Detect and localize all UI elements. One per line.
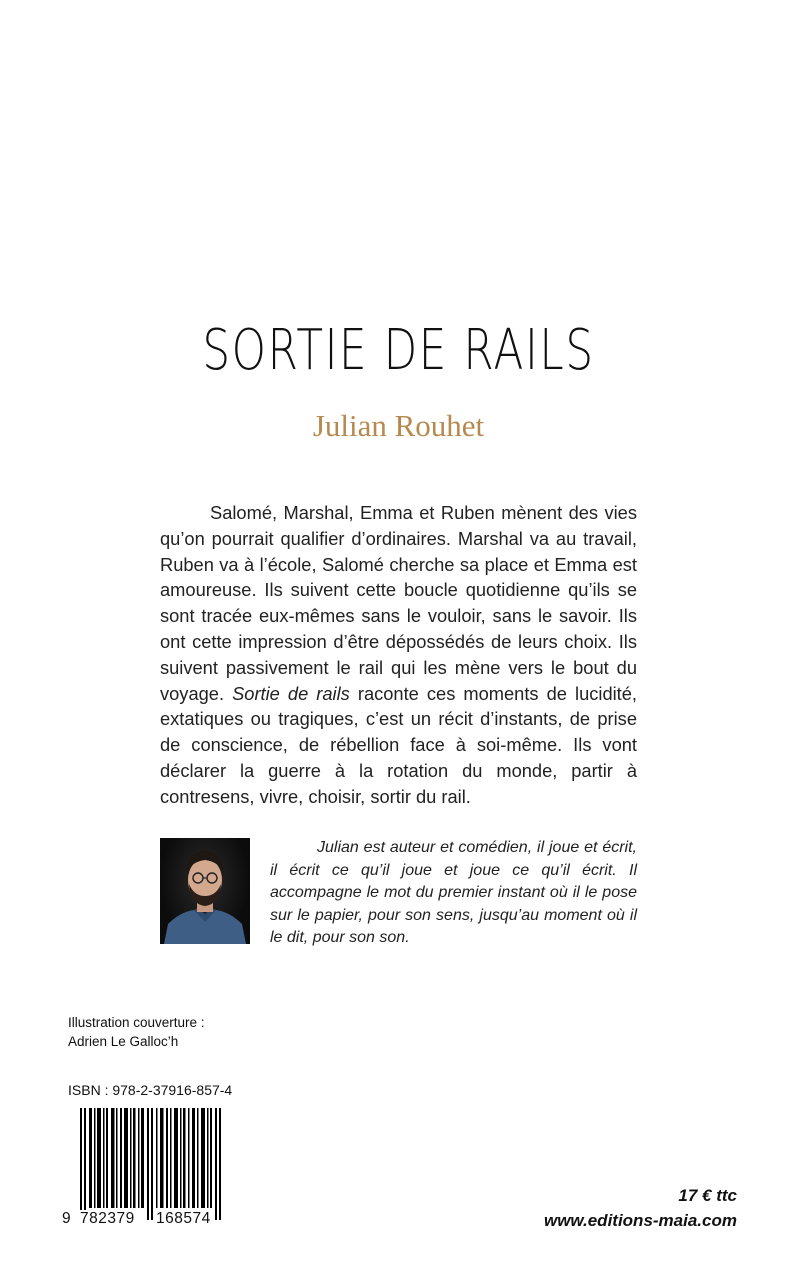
illustration-credit-name: Adrien Le Galloc’h — [68, 1034, 179, 1049]
publisher-website: www.editions-maia.com — [543, 1211, 737, 1230]
book-author: Julian Rouhet — [312, 408, 485, 443]
summary-title-italic: Sortie de rails — [232, 682, 350, 704]
barcode-first-digit: 9 — [62, 1210, 72, 1227]
summary-text-1: Salomé, Marshal, Emma et Ruben mènent des vies qu’on pourrait qualifier d’ordinaires. Marshal va au travail, Ruben va à l’école, Salomé cherche sa place et Emma est amoureuse. Ils suivent cette boucle quotidienne qu’ils se sont tracée eux-mêmes sans le vouloir, sans le savoir. Ils ont cette impression d’être dépossédés de leurs choix. Ils suivent passivement le rail qui les mène vers le bout du voyage. — [160, 502, 637, 704]
author-photo — [160, 838, 250, 944]
author-bio-text: Julian est auteur et comédien, il joue et écrit, il écrit ce qu’il joue et joue ce qu’il écrit. Il accompagne le mot du premier instant où il le pose sur le papier, pour son sens, jusqu’au moment où il le dit, pour son son. — [270, 839, 637, 947]
barcode-left-group: 782379 — [80, 1210, 135, 1227]
author-bio — [270, 837, 637, 950]
book-title: SORTIE DE RAILS — [202, 318, 595, 383]
barcode-right-group: 168574 — [156, 1210, 211, 1227]
book-summary — [160, 500, 637, 810]
price: 17 € ttc — [678, 1186, 737, 1205]
summary-text-2: raconte ces moments de lucidité, extatiques ou tragiques, c’est un récit d’instants, de prise de conscience, de rébellion face à soi-même. Ils vont déclarer la guerre à la rotation du monde, partir à contresens, vivre, choisir, sortir du rail. — [160, 682, 637, 807]
isbn-text: ISBN : 978-2-37916-857-4 — [68, 1082, 233, 1098]
illustration-credit-label: Illustration couverture : — [68, 1015, 205, 1030]
